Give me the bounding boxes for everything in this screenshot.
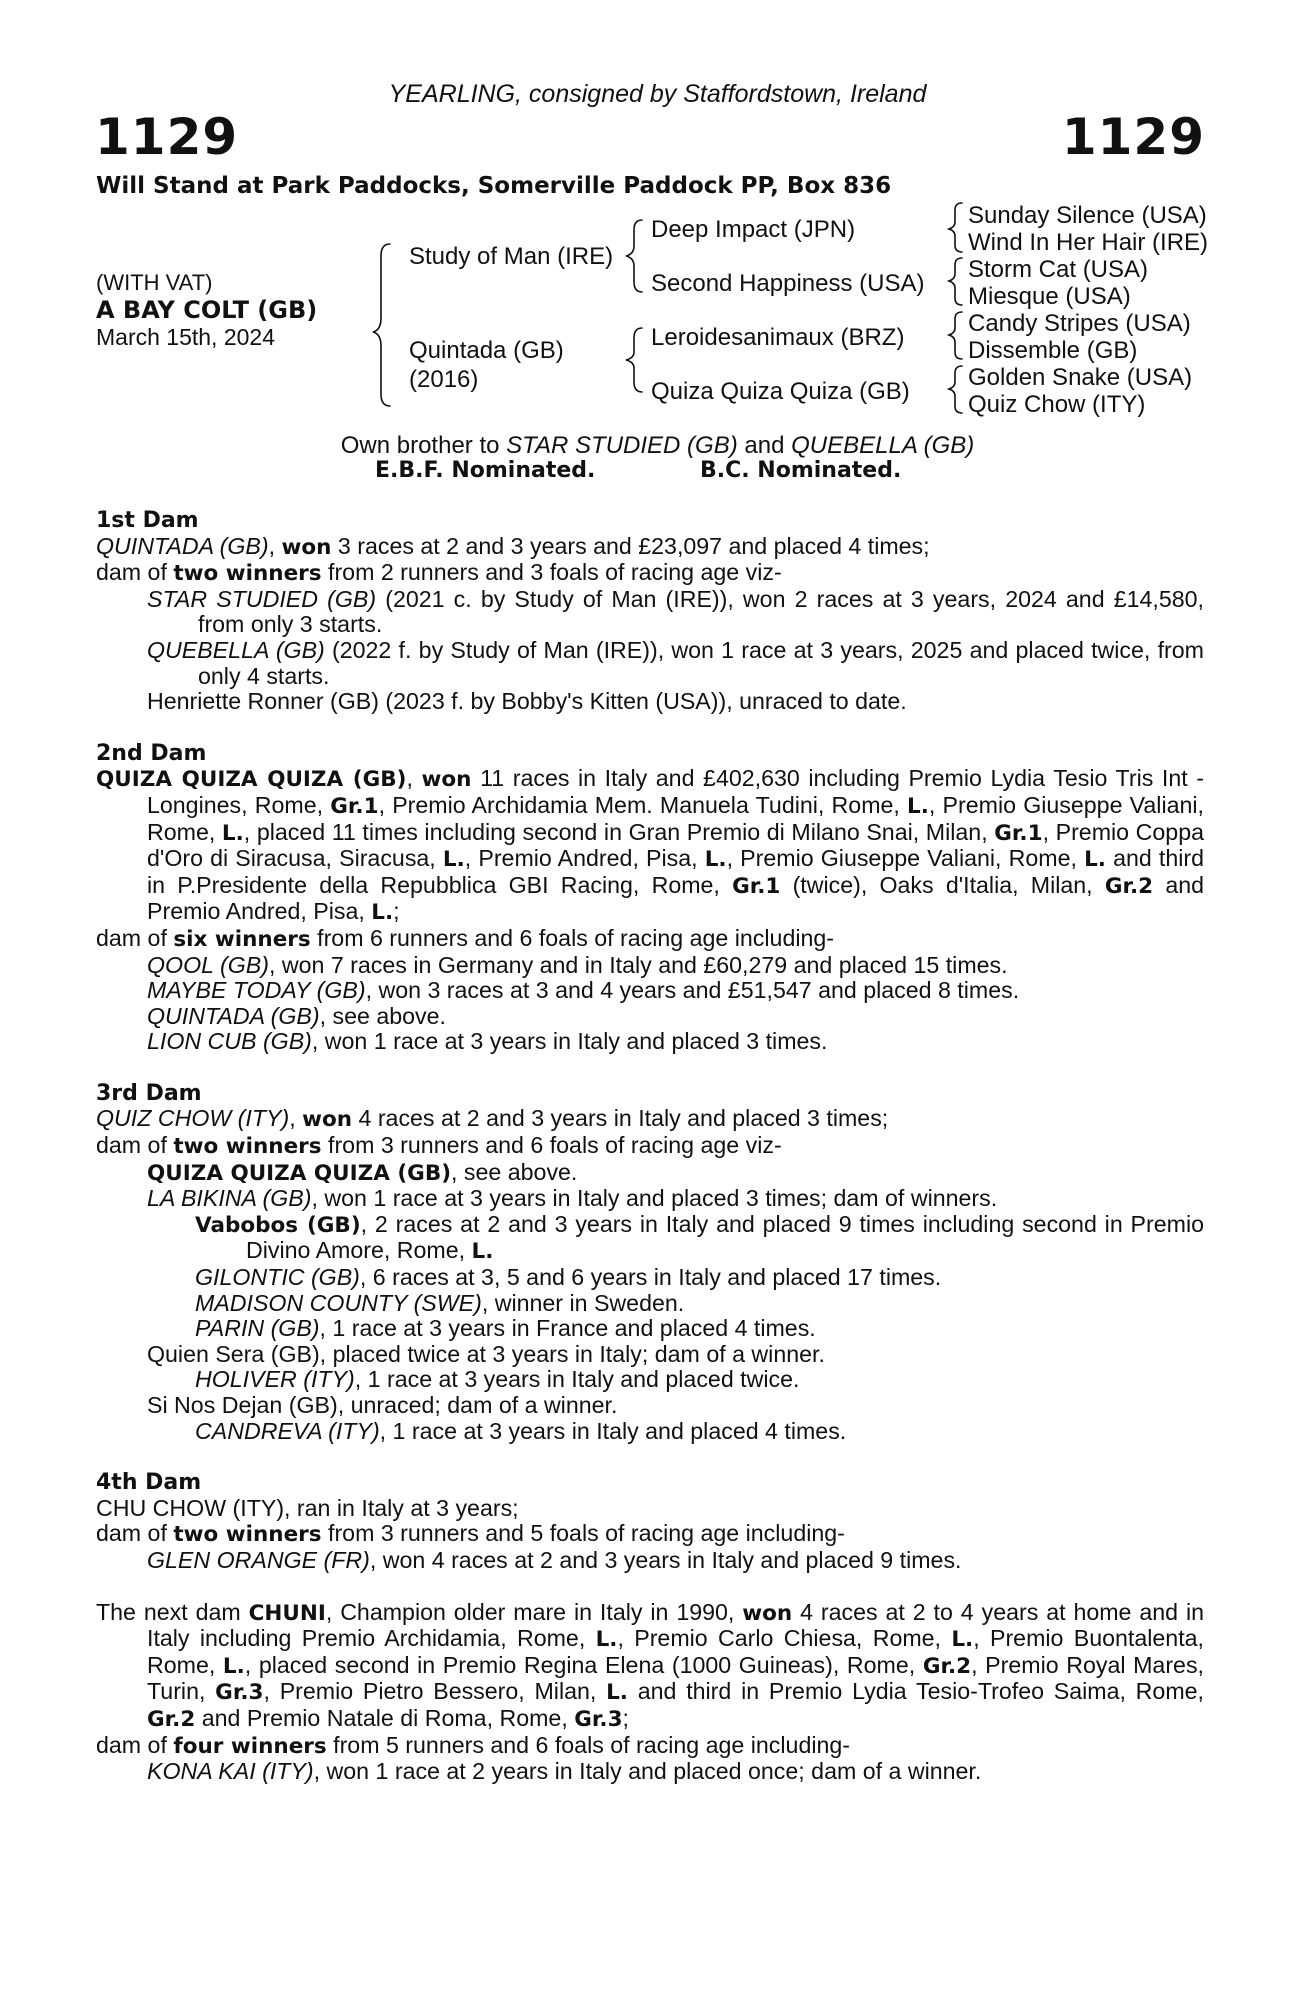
won: won: [302, 1107, 353, 1133]
offspring-name: LION CUB (GB): [147, 1028, 312, 1055]
list-item: [96, 1548, 1204, 1574]
grand-offspring-name: GILONTIC (GB): [195, 1264, 360, 1291]
list-item: [96, 953, 1204, 979]
winners-count: two winners: [173, 561, 322, 587]
offspring-name: QUIZA QUIZA QUIZA (GB): [147, 1160, 452, 1186]
vat-note: (WITH VAT): [96, 270, 213, 295]
own-brother-line: [0, 432, 1315, 460]
next-dam-name: CHUNI: [248, 1600, 326, 1626]
text: dam of: [96, 559, 174, 586]
second-dam-section: [96, 741, 1204, 1055]
own-and: and: [737, 432, 792, 459]
offspring-name: KONA KAI (ITY): [147, 1758, 314, 1785]
text: , Premio Coppa d'Oro di Siracusa, Siracusa,: [147, 818, 1204, 872]
text: , Premio Buontalenta, Rome,: [147, 1625, 1204, 1678]
sep: ,: [406, 765, 422, 792]
text: , 1 race at 3 years in Italy and placed twice.: [354, 1366, 800, 1393]
fourth-dam-produce: [96, 1521, 1204, 1548]
text: dam of: [96, 1731, 174, 1758]
grand-offspring-name: Vabobos (GB): [195, 1212, 361, 1238]
list-item: [96, 1316, 1204, 1342]
fourth-dam-record: CHU CHOW (ITY), ran in Italy at 3 years;: [96, 1494, 519, 1521]
first-dam-line: [96, 534, 1204, 561]
brace-sire: [626, 220, 642, 292]
text: , won 3 races at 3 and 4 years and £51,547 and placed 8 times.: [365, 977, 1020, 1004]
first-dam-name: QUINTADA (GB): [96, 532, 269, 559]
won: won: [421, 767, 472, 793]
text: , Premio Giuseppe Valiani, Rome,: [147, 791, 1204, 845]
offspring-name: QUINTADA (GB): [147, 1002, 320, 1029]
list-item: [96, 1759, 1204, 1785]
text: ;: [622, 1704, 629, 1731]
grade: L.: [606, 1680, 628, 1706]
grade: Gr.1: [330, 793, 379, 819]
text: and third in Premio Lydia Tesio-Trofeo Saima, Rome,: [627, 1678, 1204, 1705]
text: 11 races in Italy and £402,630 including Premio Lydia Tesio Tris Int - Longines, Rome,: [147, 765, 1204, 818]
grade: L.: [371, 900, 394, 926]
grade: Gr.1: [732, 873, 781, 899]
gg-dss: Candy Stripes (USA): [968, 310, 1191, 337]
lot-number-right: 1129: [1061, 108, 1205, 166]
gg-ssd: Wind In Her Hair (IRE): [968, 229, 1209, 256]
sire-dam: Second Happiness (USA): [651, 270, 925, 297]
grand-offspring-name: MADISON COUNTY (SWE): [195, 1289, 482, 1316]
text: , placed second in Premio Regina Elena (1000 Guineas), Rome,: [244, 1651, 923, 1678]
gg-dds: Golden Snake (USA): [968, 364, 1193, 391]
ebf-nominated: E.B.F. Nominated.: [375, 458, 596, 483]
text: , 1 race at 3 years in France and placed 4 times.: [319, 1315, 816, 1342]
text: , see above.: [451, 1158, 578, 1185]
second-dam-produce: [96, 926, 1204, 953]
offspring-name: QUEBELLA (GB): [147, 636, 325, 663]
text: (2021 c. by Study of Man (IRE)), won 2 races at 3 years, 2024 and £14,580, from only 3 starts.: [198, 585, 1204, 638]
grade: L.: [221, 820, 244, 846]
first-dam-title: 1st Dam: [96, 508, 199, 533]
grand-offspring-name: PARIN (GB): [195, 1315, 320, 1342]
offspring-name: GLEN ORANGE (FR): [147, 1546, 370, 1573]
sep: ,: [268, 532, 282, 559]
gg-sds: Storm Cat (USA): [968, 256, 1149, 283]
third-dam-record: [96, 1106, 1204, 1133]
lot-number-left: 1129: [95, 108, 239, 166]
grade: Gr.2: [147, 1706, 196, 1732]
text: , Premio Pietro Bessero, Milan,: [263, 1678, 607, 1705]
next-dam-produce: [96, 1733, 1204, 1760]
won: won: [742, 1600, 793, 1626]
winners-count: two winners: [173, 1522, 322, 1548]
grade: L.: [1084, 847, 1106, 873]
second-dam-name: QUIZA QUIZA QUIZA (GB): [96, 767, 407, 793]
second-dam-title: 2nd Dam: [96, 740, 207, 766]
text: (twice), Oaks d'Italia, Milan,: [780, 871, 1105, 898]
won: won: [281, 534, 332, 560]
grade: Gr.1: [994, 820, 1043, 846]
text: , won 1 race at 3 years in Italy and placed 3 times.: [311, 1028, 828, 1055]
winners-count: two winners: [173, 1134, 322, 1160]
text: , won 1 race at 2 years in Italy and placed once; dam of a winner.: [313, 1758, 982, 1785]
brace-sd: [949, 258, 962, 305]
consignor-line: YEARLING, consigned by Staffordstown, Ireland: [388, 80, 927, 108]
winners-count: six winners: [173, 926, 311, 952]
text: , won 1 race at 3 years in Italy and placed 3 times; dam of winners.: [311, 1185, 998, 1212]
text: from 5 runners and 6 foals of racing age including-: [326, 1731, 851, 1758]
stand-location: Will Stand at Park Paddocks, Somerville Paddock PP, Box 836: [96, 173, 892, 199]
offspring-name: STAR STUDIED (GB): [147, 585, 377, 612]
next-dam-record: [96, 1600, 1204, 1733]
sire-name: Study of Man (IRE): [409, 243, 614, 270]
gg-sss: Sunday Silence (USA): [968, 202, 1207, 229]
gg-sdd: Miesque (USA): [968, 283, 1131, 310]
first-dam-section: [96, 508, 1204, 715]
brace-ss: [949, 203, 962, 252]
text: , won 4 races at 2 and 3 years in Italy and placed 9 times.: [369, 1546, 962, 1573]
sire-sire: Deep Impact (JPN): [651, 216, 856, 243]
list-item: [96, 1212, 1204, 1265]
text: dam of: [96, 924, 174, 951]
offspring-name: QOOL (GB): [147, 951, 269, 978]
grade: L.: [595, 1627, 618, 1653]
grade: Gr.2: [1104, 873, 1154, 899]
horse-name: A BAY COLT (GB): [96, 296, 318, 324]
dam-year: (2016): [409, 366, 479, 393]
list-item: [96, 587, 1204, 638]
foaling-date: March 15th, 2024: [96, 324, 276, 350]
dam-sire: Leroidesanimaux (BRZ): [651, 324, 905, 351]
list-item: [96, 1160, 1204, 1187]
text: , won 7 races in Germany and in Italy and £60,279 and placed 15 times.: [268, 951, 1008, 978]
grade: L.: [704, 847, 727, 873]
brace-dd: [949, 366, 962, 413]
brace-ds: [949, 312, 962, 359]
text: 3 races at 2 and 3 years and £23,097 and placed 4 times;: [331, 532, 930, 559]
text: 4 races at 2 and 3 years in Italy and placed 3 times;: [352, 1105, 889, 1132]
grade: L.: [951, 1627, 974, 1653]
fourth-dam-section: [96, 1470, 1204, 1573]
gg-dsd: Dissemble (GB): [968, 337, 1138, 364]
text: The next dam: [96, 1598, 249, 1625]
list-item: [96, 1367, 1204, 1393]
text: , 6 races at 3, 5 and 6 years in Italy and placed 17 times.: [359, 1264, 942, 1291]
text: and third in P.Presidente della Repubblica GBI Racing, Rome,: [147, 845, 1205, 898]
text: dam of: [96, 1132, 174, 1159]
text: , see above.: [319, 1002, 446, 1029]
sep: ,: [289, 1105, 303, 1132]
third-dam-produce: [96, 1133, 1204, 1160]
text: from 3 runners and 5 foals of racing age including-: [321, 1520, 845, 1547]
list-item: Quien Sera (GB), placed twice at 3 years in Italy; dam of a winner.: [147, 1340, 825, 1367]
dam-dam: Quiza Quiza Quiza (GB): [651, 378, 910, 405]
grade: Gr.3: [215, 1680, 264, 1706]
grade: L.: [471, 1239, 494, 1265]
grade: Gr.2: [922, 1653, 972, 1679]
fourth-dam-title: 4th Dam: [96, 1470, 202, 1496]
grade: L.: [442, 847, 465, 873]
text: 4 races at 2 to 4 years at home and in Italy including Premio Archidamia, Rome,: [147, 1598, 1204, 1652]
list-item: [96, 1004, 1204, 1030]
list-item: [96, 1419, 1204, 1445]
brace-main: [373, 244, 390, 406]
third-dam-name: QUIZ CHOW (ITY): [96, 1105, 290, 1132]
winners-count: four winners: [173, 1733, 327, 1759]
produce-record: [96, 508, 1204, 1785]
list-item: Si Nos Dejan (GB), unraced; dam of a winner.: [147, 1392, 618, 1418]
first-dam-produce: [96, 560, 1204, 587]
bc-nominated: B.C. Nominated.: [700, 458, 902, 483]
offspring-name: MAYBE TODAY (GB): [147, 977, 366, 1004]
list-item: [96, 978, 1204, 1004]
text: , Premio Archidamia Mem. Manuela Tudini, Rome,: [378, 791, 908, 818]
text: , 2 races at 2 and 3 years in Italy and placed 9 times including second in Premio Divino Amore, Rome,: [246, 1210, 1205, 1264]
sibling-b: QUEBELLA (GB): [791, 432, 975, 459]
list-item: [96, 1265, 1204, 1291]
third-dam-section: [96, 1081, 1204, 1444]
text: , 1 race at 3 years in Italy and placed 4 times.: [379, 1417, 847, 1444]
grand-offspring-name: CANDREVA (ITY): [195, 1417, 380, 1444]
sibling-a: STAR STUDIED (GB): [506, 432, 738, 459]
grand-offspring-name: HOLIVER (ITY): [195, 1366, 355, 1393]
brace-dam: [626, 328, 642, 392]
next-dam-section: [96, 1600, 1204, 1785]
text: , placed 11 times including second in Gran Premio di Milano Snai, Milan,: [243, 818, 995, 845]
grade: L.: [222, 1653, 245, 1679]
text: , Premio Carlo Chiesa, Rome,: [617, 1625, 952, 1652]
third-dam-title: 3rd Dam: [96, 1080, 202, 1106]
text: , Premio Andred, Pisa,: [464, 845, 705, 872]
list-item: [96, 1291, 1204, 1317]
text: and Premio Andred, Pisa,: [147, 871, 1205, 925]
text: , Champion older mare in Italy in 1990,: [325, 1598, 743, 1625]
text: , winner in Sweden.: [481, 1289, 685, 1316]
text: dam of: [96, 1520, 174, 1547]
text: ;: [393, 898, 400, 925]
text: from 6 runners and 6 foals of racing age including-: [310, 924, 835, 951]
text: (2022 f. by Study of Man (IRE)), won 1 race at 3 years, 2025 and placed twice, from only 4 starts.: [198, 636, 1204, 689]
text: , Premio Royal Mares, Turin,: [147, 1651, 1204, 1705]
offspring-name: LA BIKINA (GB): [147, 1185, 312, 1212]
text: and Premio Natale di Roma, Rome,: [195, 1704, 575, 1731]
grade: Gr.3: [574, 1706, 623, 1732]
own-prefix: Own brother to: [340, 432, 507, 459]
dam-name: Quintada (GB): [409, 337, 564, 364]
text: from 3 runners and 6 foals of racing age viz-: [321, 1132, 782, 1159]
gg-ddd: Quiz Chow (ITY): [968, 391, 1146, 418]
list-item: [96, 1029, 1204, 1055]
second-dam-record: [96, 766, 1204, 926]
list-item: Henriette Ronner (GB) (2023 f. by Bobby's Kitten (USA)), unraced to date.: [147, 688, 907, 715]
list-item: [96, 1186, 1204, 1212]
text: from 2 runners and 3 foals of racing age viz-: [321, 559, 782, 586]
text: , Premio Giuseppe Valiani, Rome,: [726, 845, 1085, 872]
grade: L.: [907, 793, 929, 819]
list-item: [96, 638, 1204, 689]
